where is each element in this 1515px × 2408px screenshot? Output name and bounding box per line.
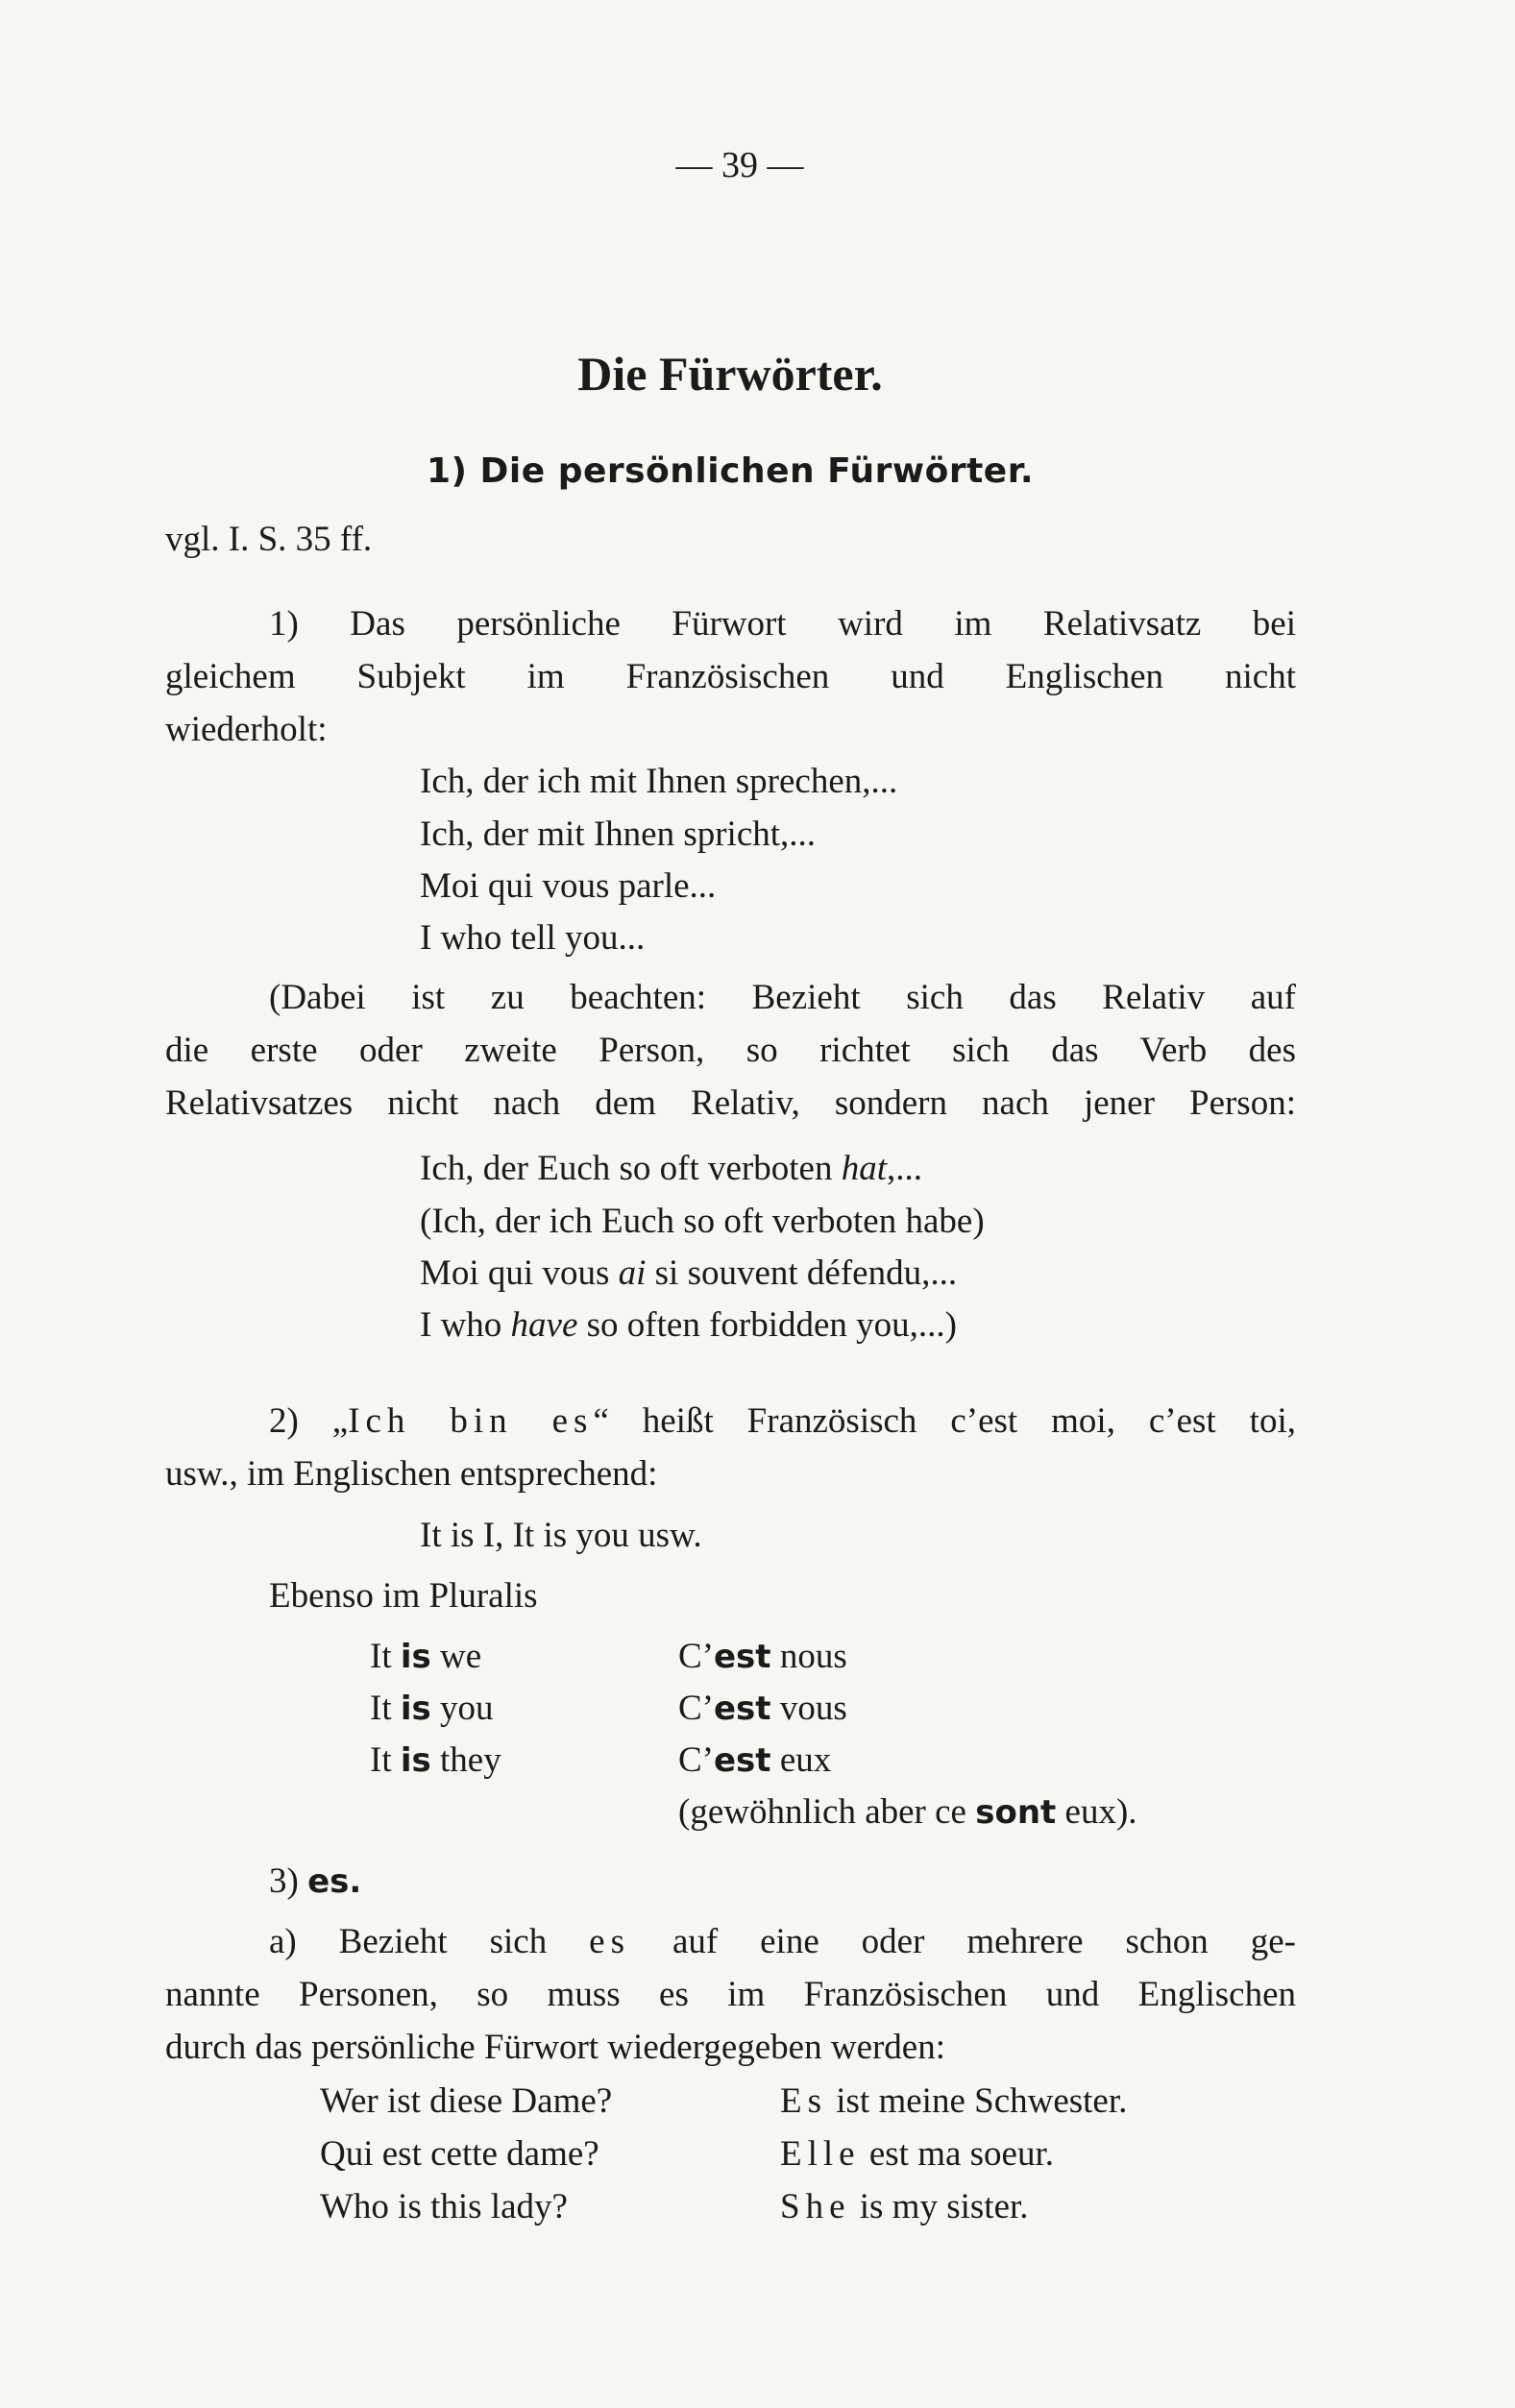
text-run: 3) — [269, 1861, 308, 1901]
text-run: you — [430, 1689, 494, 1728]
example-line — [420, 1304, 957, 1346]
bold-run: is — [400, 1690, 431, 1728]
spaced-run: Es — [780, 2081, 827, 2121]
french-form — [678, 1636, 847, 1677]
question-cell: Wer ist diese Dame? — [320, 2081, 613, 2121]
text-run: It — [370, 1637, 401, 1676]
italic-run: hat — [841, 1149, 887, 1188]
french-form — [678, 1739, 831, 1781]
answer-cell — [780, 2133, 1054, 2175]
bold-run: sont — [975, 1793, 1057, 1832]
text-run: eux — [770, 1740, 832, 1780]
bold-run: is — [400, 1638, 431, 1676]
example-line: Ich, der ich mit Ihnen sprechen,... — [420, 762, 898, 801]
example-line: Ich, der mit Ihnen spricht,... — [420, 815, 817, 854]
bold-run: es. — [307, 1862, 362, 1901]
text-run: 2) „ — [269, 1401, 349, 1441]
text-run: Ich, der Euch so oft verboten — [420, 1149, 842, 1188]
text-run: is my sister. — [850, 2187, 1029, 2226]
italic-run: ai — [618, 1253, 647, 1293]
note-line-1: (Dabei ist zu beachten: Bezieht sich das Relativ auf — [269, 978, 1296, 1017]
page-number: — 39 — — [675, 145, 804, 185]
text-run: eux). — [1056, 1792, 1137, 1832]
text-run: so often forbidden you,...) — [577, 1305, 957, 1345]
example-line — [420, 1148, 922, 1189]
text-run: I who — [420, 1305, 511, 1345]
text-run: It — [370, 1689, 401, 1728]
paragraph-1-line-2: gleichem Subjekt im Französischen und Englischen nicht — [165, 657, 1296, 696]
section-2-line-2: usw., im Englischen entsprechend: — [165, 1454, 658, 1494]
text-run: we — [430, 1637, 482, 1676]
spaced-run: Elle — [780, 2134, 861, 2174]
italic-run: have — [510, 1305, 578, 1345]
answer-cell — [780, 2080, 1127, 2122]
example-line: I who tell you... — [420, 918, 646, 958]
page-title: Die Fürwörter. — [577, 347, 883, 401]
english-form — [370, 1636, 481, 1677]
example-line: (Ich, der ich Euch so oft verboten habe) — [420, 1202, 985, 1241]
question-cell: Qui est cette dame? — [320, 2134, 599, 2174]
text-run: they — [430, 1740, 501, 1780]
section-2-line-1 — [269, 1400, 1296, 1442]
text-run: (gewöhnlich aber ce — [678, 1792, 976, 1832]
text-run: vous — [770, 1689, 847, 1728]
spaced-run: es — [589, 1922, 630, 1961]
text-run: ,... — [887, 1149, 922, 1188]
example-line — [420, 1253, 957, 1294]
note-line-3: Relativsatzes nicht nach dem Relativ, sondern nach jener Person: — [165, 1083, 1296, 1123]
section-3-line-2: nannte Personen, so muss es im Französischen und Englischen — [165, 1975, 1296, 2014]
bold-run: est — [714, 1741, 771, 1780]
text-run: a) Bezieht sich — [269, 1922, 590, 1961]
section-3-line-3: durch das persönliche Fürwort wiedergegeben werden: — [165, 2028, 946, 2067]
english-form — [370, 1688, 494, 1729]
bold-run: is — [400, 1741, 431, 1780]
text-run: auf eine oder mehrere schon ge- — [630, 1922, 1296, 1961]
plural-intro: Ebenso im Pluralis — [269, 1576, 538, 1616]
section-3-line-1 — [269, 1921, 1296, 1962]
text-run: C’ — [678, 1689, 714, 1728]
text-run: “ heißt Französisch c’est moi, c’est toi, — [593, 1401, 1296, 1441]
spaced-run: She — [780, 2187, 851, 2226]
text-run: It — [370, 1740, 401, 1780]
section-1-heading: 1) Die persönlichen Fürwörter. — [426, 451, 1034, 491]
example-line: It is I, It is you usw. — [420, 1516, 702, 1555]
french-form — [678, 1688, 847, 1729]
question-cell: Who is this lady? — [320, 2187, 568, 2226]
cross-reference: vgl. I. S. 35 ff. — [165, 520, 373, 559]
usage-note — [678, 1791, 1137, 1833]
text-run: nous — [770, 1637, 847, 1676]
text-run: C’ — [678, 1637, 714, 1676]
spaced-run: Ich bin es — [348, 1401, 594, 1441]
paragraph-1-line-3: wiederholt: — [165, 710, 328, 749]
text-run: est ma soeur. — [860, 2134, 1054, 2174]
example-line: Moi qui vous parle... — [420, 866, 717, 906]
bold-run: est — [714, 1690, 771, 1728]
note-line-2: die erste oder zweite Person, so richtet sich das Verb des — [165, 1031, 1296, 1070]
text-run: Moi qui vous — [420, 1253, 619, 1293]
english-form — [370, 1739, 501, 1781]
text-run: si souvent défendu,... — [646, 1253, 958, 1293]
text-run: ist meine Schwester. — [827, 2081, 1128, 2121]
section-3-heading — [269, 1861, 361, 1902]
text-run: C’ — [678, 1740, 714, 1780]
answer-cell — [780, 2186, 1029, 2227]
paragraph-1-line-1: 1) Das persönliche Fürwort wird im Relativsatz bei — [269, 604, 1296, 644]
bold-run: est — [714, 1638, 771, 1676]
